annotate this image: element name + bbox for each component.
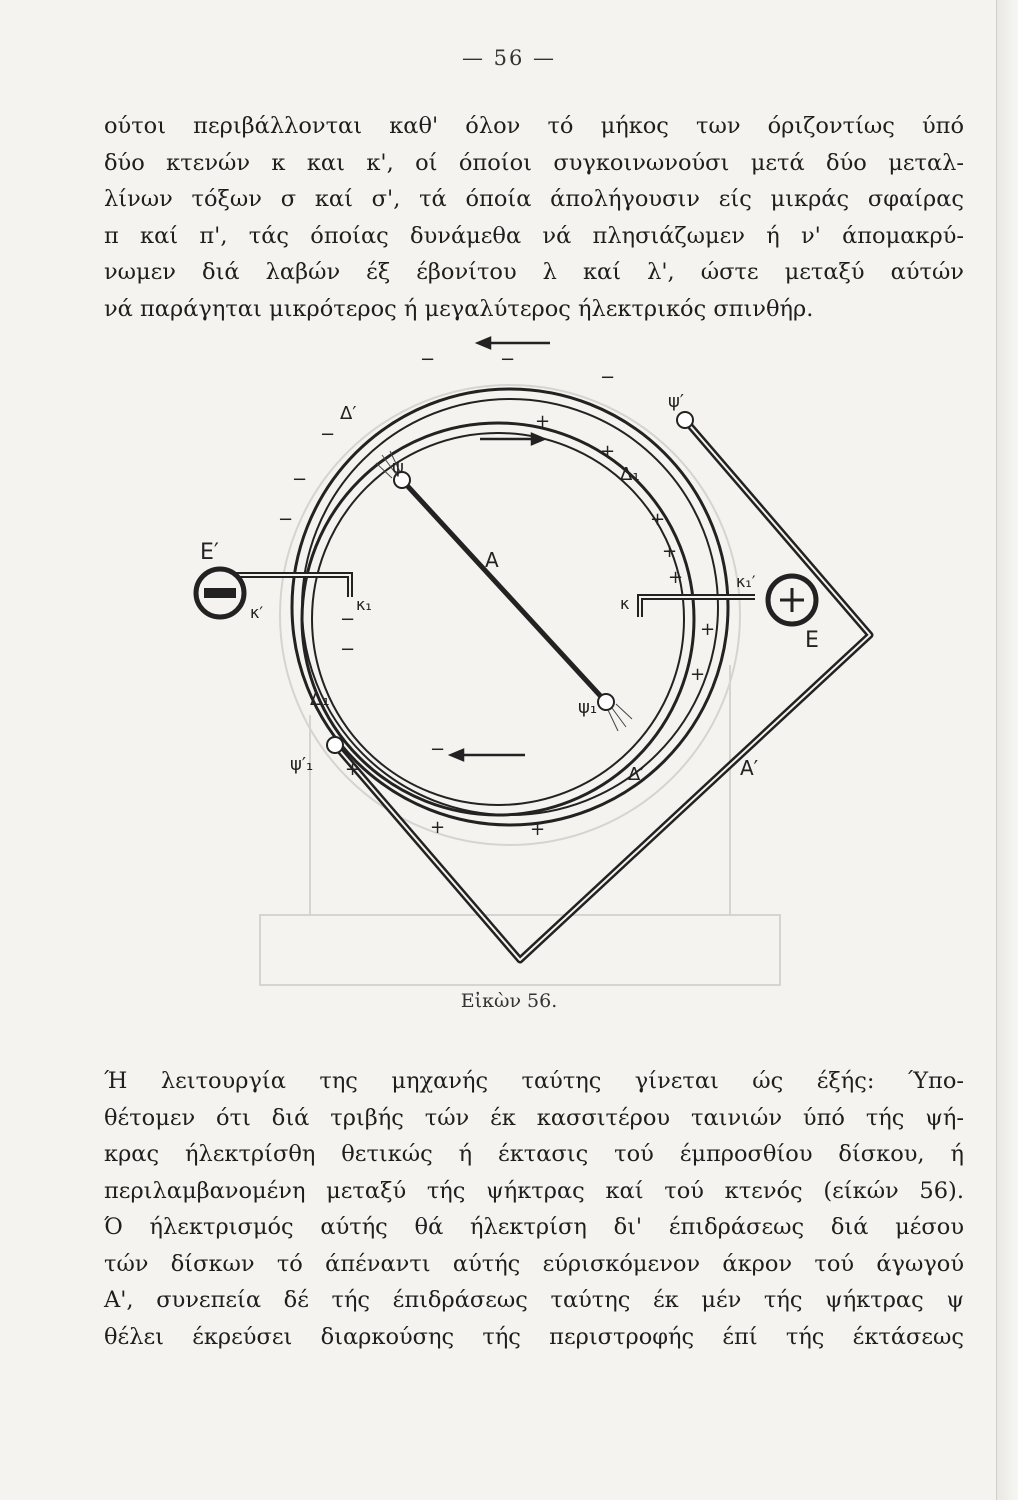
plus-sign: + xyxy=(668,567,684,588)
text-line: λίνων τόξων σ καί σ', τά όποία άπολήγουσιν είς μικράς σφαίρας xyxy=(104,186,964,212)
text-line: θέτομεν ότι διά τριβής τών έκ κασσιτέρου ταινιών ύπό τής ψή- xyxy=(104,1104,964,1131)
minus-sign: − xyxy=(430,739,446,760)
text-line: θέλει έκρεύσει διαρκούσης τής περιστροφής έπί τής έκτάσεως xyxy=(104,1323,964,1350)
text-line: τών δίσκων τό άπέναντι αύτής εύρισκόμενον άκρον τού άγωγού xyxy=(104,1250,964,1277)
plus-sign: + xyxy=(430,817,446,838)
text-line: Ή λειτουργία της μηχανής ταύτης γίνεται ώς έξής: Ύπο- xyxy=(104,1068,964,1094)
machine-diagram xyxy=(180,335,900,995)
plus-sign: + xyxy=(535,411,551,432)
conductor-A xyxy=(402,480,606,702)
brush-psi1-lower xyxy=(598,694,614,710)
text-line: δύο κτενών κ και κ', οί όποίοι συγκοινωνούσι μετά δύο μεταλ- xyxy=(104,149,964,176)
plus-sign: + xyxy=(600,441,616,462)
text-line: π καί π', τάς όποίας δυνάμεθα νά πλησιάζωμεν ή ν' άπομακρύ- xyxy=(104,222,964,249)
plus-sign: + xyxy=(690,664,706,685)
page-edge xyxy=(996,0,1018,1500)
minus-sign: − xyxy=(278,509,294,530)
minus-sign: − xyxy=(500,349,516,370)
electrostatic-machine-figure xyxy=(180,335,900,995)
paragraph-1 xyxy=(104,108,964,327)
text-line: Ό ήλεκτρισμός αύτής θά ήλεκτρίση δι' έπιδράσεως διά μέσου xyxy=(104,1214,964,1240)
plus-sign: + xyxy=(345,759,361,780)
label-k1-prime: κ₁′ xyxy=(736,572,756,591)
comb-right xyxy=(640,597,755,617)
label-psi-prime: ψ′ xyxy=(668,391,684,412)
page-number: — 56 — xyxy=(461,46,557,70)
label-D1-top: Δ₁ xyxy=(620,464,640,485)
minus-sign: − xyxy=(292,469,308,490)
text-line: νωμεν διά λαβών έξ έβονίτου λ καί λ', ώστε μεταξύ αύτών xyxy=(104,259,964,285)
conductor-A-prime xyxy=(335,420,870,960)
plus-sign: + xyxy=(700,619,716,640)
text-line: κρας ήλεκτρίσθη θετικώς ή έκτασις τού έμπροσθίου δίσκου, ή xyxy=(104,1141,964,1167)
minus-sign: − xyxy=(340,609,356,630)
paragraph-2 xyxy=(104,1063,964,1355)
label-psi1: ψ₁ xyxy=(578,697,598,718)
minus-sign: − xyxy=(320,424,336,445)
label-psi: ψ xyxy=(392,457,404,478)
label-k: κ xyxy=(620,594,630,613)
label-D-prime-bottom: Δ′ xyxy=(628,764,645,785)
label-D1-left: Δ₁ xyxy=(310,689,330,710)
minus-sign: − xyxy=(420,349,436,370)
label-k-prime: κ′ xyxy=(250,603,264,622)
label-A-prime: A′ xyxy=(740,756,759,780)
plus-sign: + xyxy=(530,819,546,840)
label-E: E xyxy=(805,628,819,653)
text-line: περιλαμβανομένη μεταξύ τής ψήκτρας καί τού κτενός (είκών 56). xyxy=(104,1177,964,1204)
label-D-prime-top: Δ′ xyxy=(340,403,357,424)
brush-psi-prime xyxy=(677,412,693,428)
minus-sign: − xyxy=(600,367,616,388)
text-line: ούτοι περιβάλλονται καθ' όλον τό μήκος των όριζοντίως ύπό xyxy=(104,113,964,139)
plus-sign: + xyxy=(650,509,666,530)
label-E-prime: E′ xyxy=(200,540,219,565)
text-line: νά παράγηται μικρότερος ή μεγαλύτερος ήλεκτρικός σπινθήρ. xyxy=(104,295,814,322)
figure-caption: Εἰκὼν 56. xyxy=(460,990,558,1012)
label-k1: κ₁ xyxy=(356,595,372,614)
label-A: A xyxy=(485,548,499,572)
text-line: Α', συνεπεία δέ τής έπιδράσεως ταύτης έκ μέν τής ψήκτρας ψ xyxy=(104,1287,964,1313)
brush-psi1-prime xyxy=(327,737,343,753)
label-psi1-prime: ψ′₁ xyxy=(290,754,314,775)
minus-sign: − xyxy=(340,639,356,660)
plus-sign: + xyxy=(662,541,678,562)
